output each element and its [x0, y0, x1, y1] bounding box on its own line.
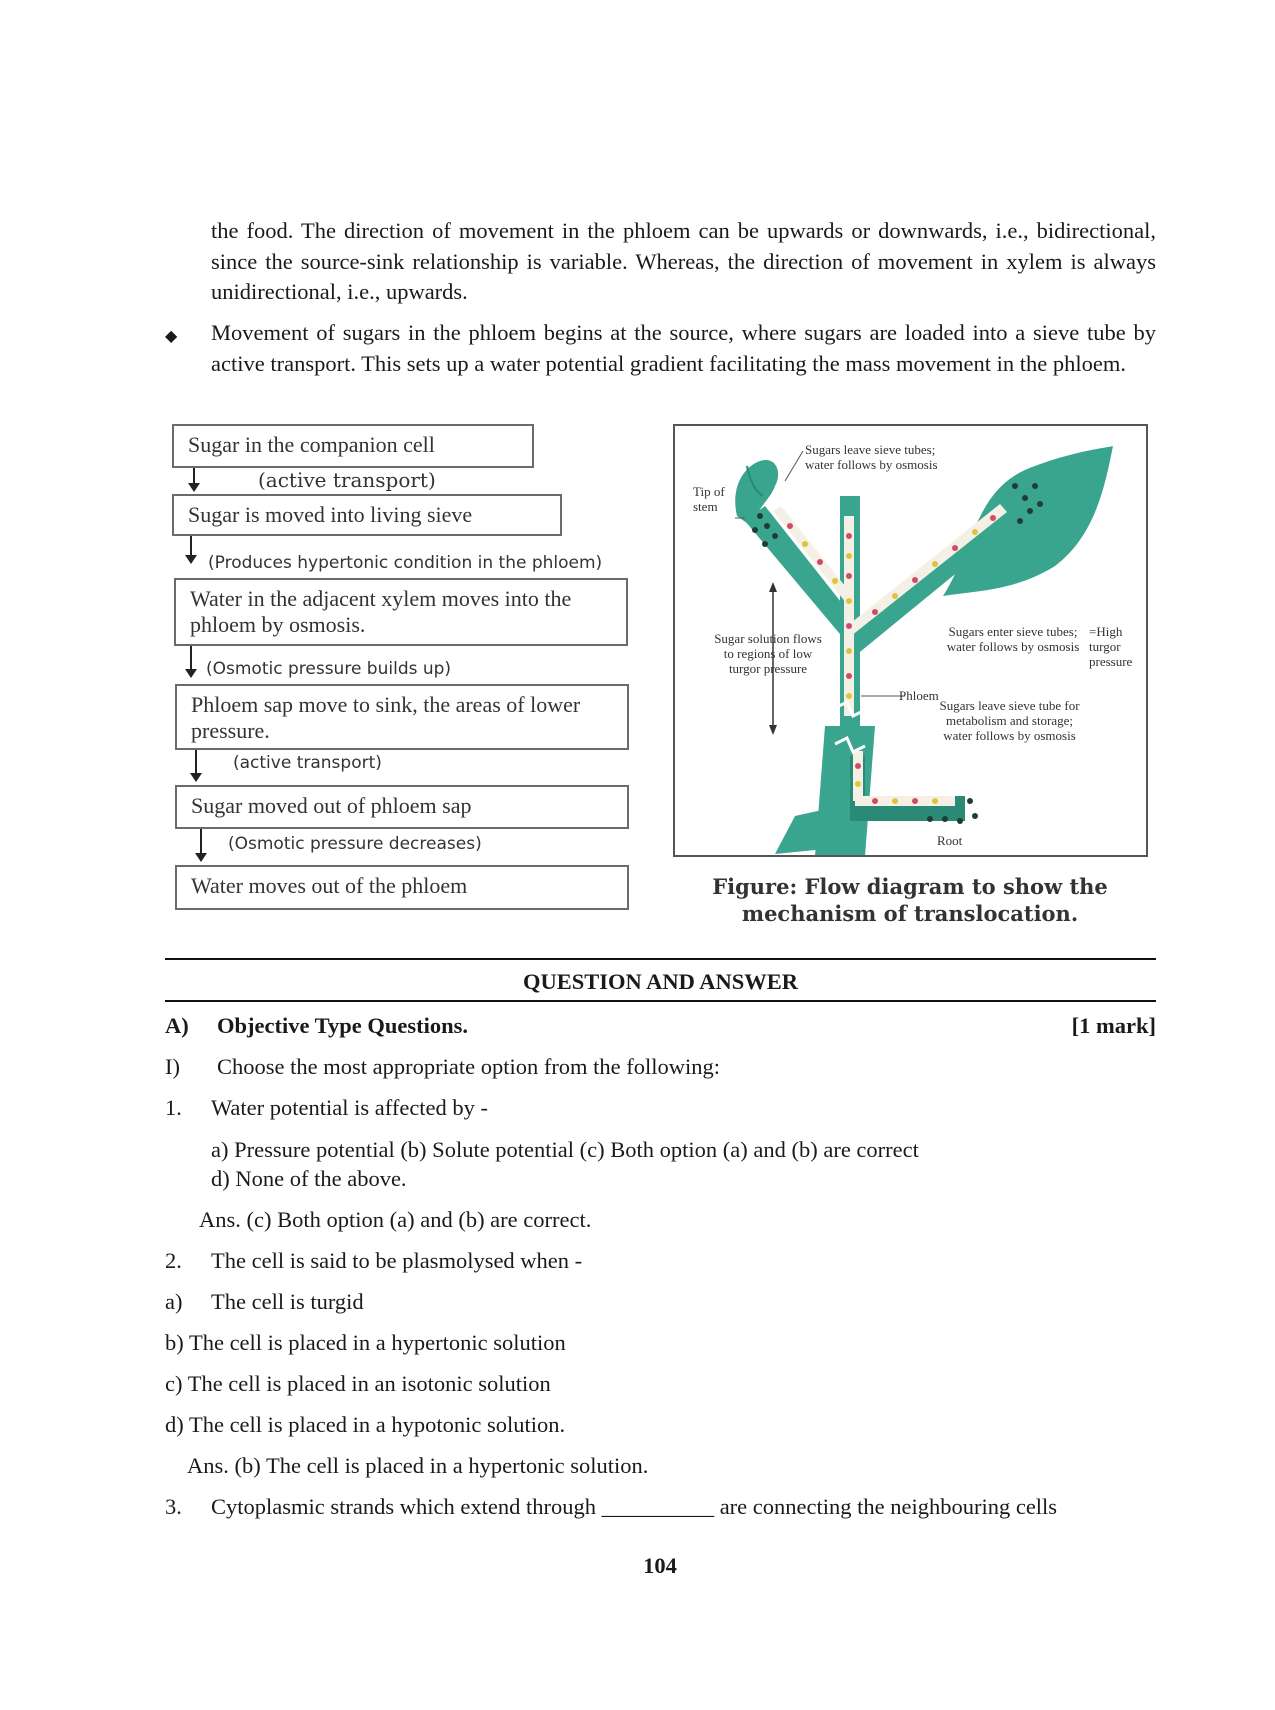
intro-paragraph-2: Movement of sugars in the phloem begins at the source, where sugars are loaded into a sieve tube by active transport. This sets up a water potential gradient facilitating the mass movement in the phloem. — [211, 320, 1156, 376]
flow-box-xylem-water: Water in the adjacent xylem moves into the phloem by osmosis. — [174, 578, 628, 646]
flow-arrow-3 — [190, 646, 192, 670]
label-sugar-solution-flows: Sugar solution flows to regions of low turgor pressure — [714, 631, 822, 676]
label-root: Root — [937, 833, 963, 848]
q1-options-line1: a) Pressure potential (b) Solute potential (c) Both option (a) and (b) are correct — [211, 1137, 919, 1162]
flow-note-2: (Produces hypertonic condition in the phloem) — [208, 553, 603, 573]
figure-caption: Figure: Flow diagram to show the mechanism of translocation. — [712, 874, 1108, 926]
q2-option-a-label: a) — [165, 1289, 183, 1314]
flow-note-5: (Osmotic pressure decreases) — [228, 834, 482, 854]
q2-number: 2. — [165, 1248, 182, 1273]
flow-box-living-sieve: Sugar is moved into living sieve — [172, 494, 562, 536]
q2-text: The cell is said to be plasmolysed when - — [211, 1248, 583, 1273]
flow-arrow-4 — [195, 750, 197, 774]
q2-option-c: c) The cell is placed in an isotonic solution — [165, 1371, 551, 1396]
qa-heading: QUESTION AND ANSWER — [522, 969, 799, 994]
section-a-label: A) — [165, 1013, 189, 1038]
q1-number: 1. — [165, 1095, 182, 1120]
flow-arrow-2 — [190, 536, 192, 556]
flow-note-1: (active transport) — [258, 468, 436, 492]
q1-options-line2: d) None of the above. — [211, 1166, 407, 1191]
marks-label: [1 mark] — [1071, 1013, 1156, 1038]
flow-arrow-1 — [193, 468, 195, 484]
page-number: 104 — [643, 1553, 677, 1578]
flow-box-companion-cell: Sugar in the companion cell — [172, 424, 534, 468]
label-sugars-enter: Sugars enter sieve tubes; water follows by osmosis — [946, 624, 1080, 654]
flow-arrow-5 — [200, 829, 202, 854]
label-sugars-leave-sieve: Sugars leave sieve tube for metabolism and storage; water follows by osmosis — [939, 698, 1080, 743]
translocation-figure — [673, 424, 1148, 857]
q3-number: 3. — [165, 1494, 182, 1519]
bullet-diamond-icon: ◆ — [165, 328, 178, 345]
flow-note-4: (active transport) — [233, 753, 382, 773]
q2-option-d: d) The cell is placed in a hypotonic solution. — [165, 1412, 566, 1437]
intro-paragraph-1: the food. The direction of movement in the phloem can be upwards or downwards, i.e., bidirectional, since the source-sink relationship is variable. Whereas, the direction of movement in xylem is always unidirectional, i.e., upwards. — [211, 218, 1156, 304]
label-high-turgor: =High turgor pressure — [1089, 624, 1133, 669]
label-phloem: Phloem — [899, 688, 939, 703]
q1-text: Water potential is affected by - — [211, 1095, 489, 1120]
instruction-label: I) — [165, 1054, 180, 1079]
instruction-text: Choose the most appropriate option from the following: — [217, 1054, 721, 1079]
q3-text: Cytoplasmic strands which extend through __________ are connecting the neighbouring cells — [211, 1494, 1058, 1519]
divider-bottom — [165, 1000, 1156, 1002]
flow-note-3: (Osmotic pressure builds up) — [206, 659, 452, 679]
flow-box-water-out: Water moves out of the phloem — [175, 865, 629, 910]
section-a-title: Objective Type Questions. — [217, 1013, 469, 1038]
label-sugars-leave-top: Sugars leave sieve tubes; water follows by osmosis — [805, 442, 938, 472]
label-tip-of-stem: Tip of stem — [693, 484, 725, 514]
q2-option-a: The cell is turgid — [211, 1289, 364, 1314]
flow-box-sugar-out: Sugar moved out of phloem sap — [175, 785, 629, 829]
q2-answer: Ans. (b) The cell is placed in a hypertonic solution. — [187, 1453, 649, 1478]
divider-top — [165, 958, 1156, 960]
q2-option-b: b) The cell is placed in a hypertonic solution — [165, 1330, 566, 1355]
flow-box-phloem-sap: Phloem sap move to sink, the areas of lower pressure. — [175, 684, 629, 750]
q1-answer: Ans. (c) Both option (a) and (b) are correct. — [199, 1207, 592, 1232]
